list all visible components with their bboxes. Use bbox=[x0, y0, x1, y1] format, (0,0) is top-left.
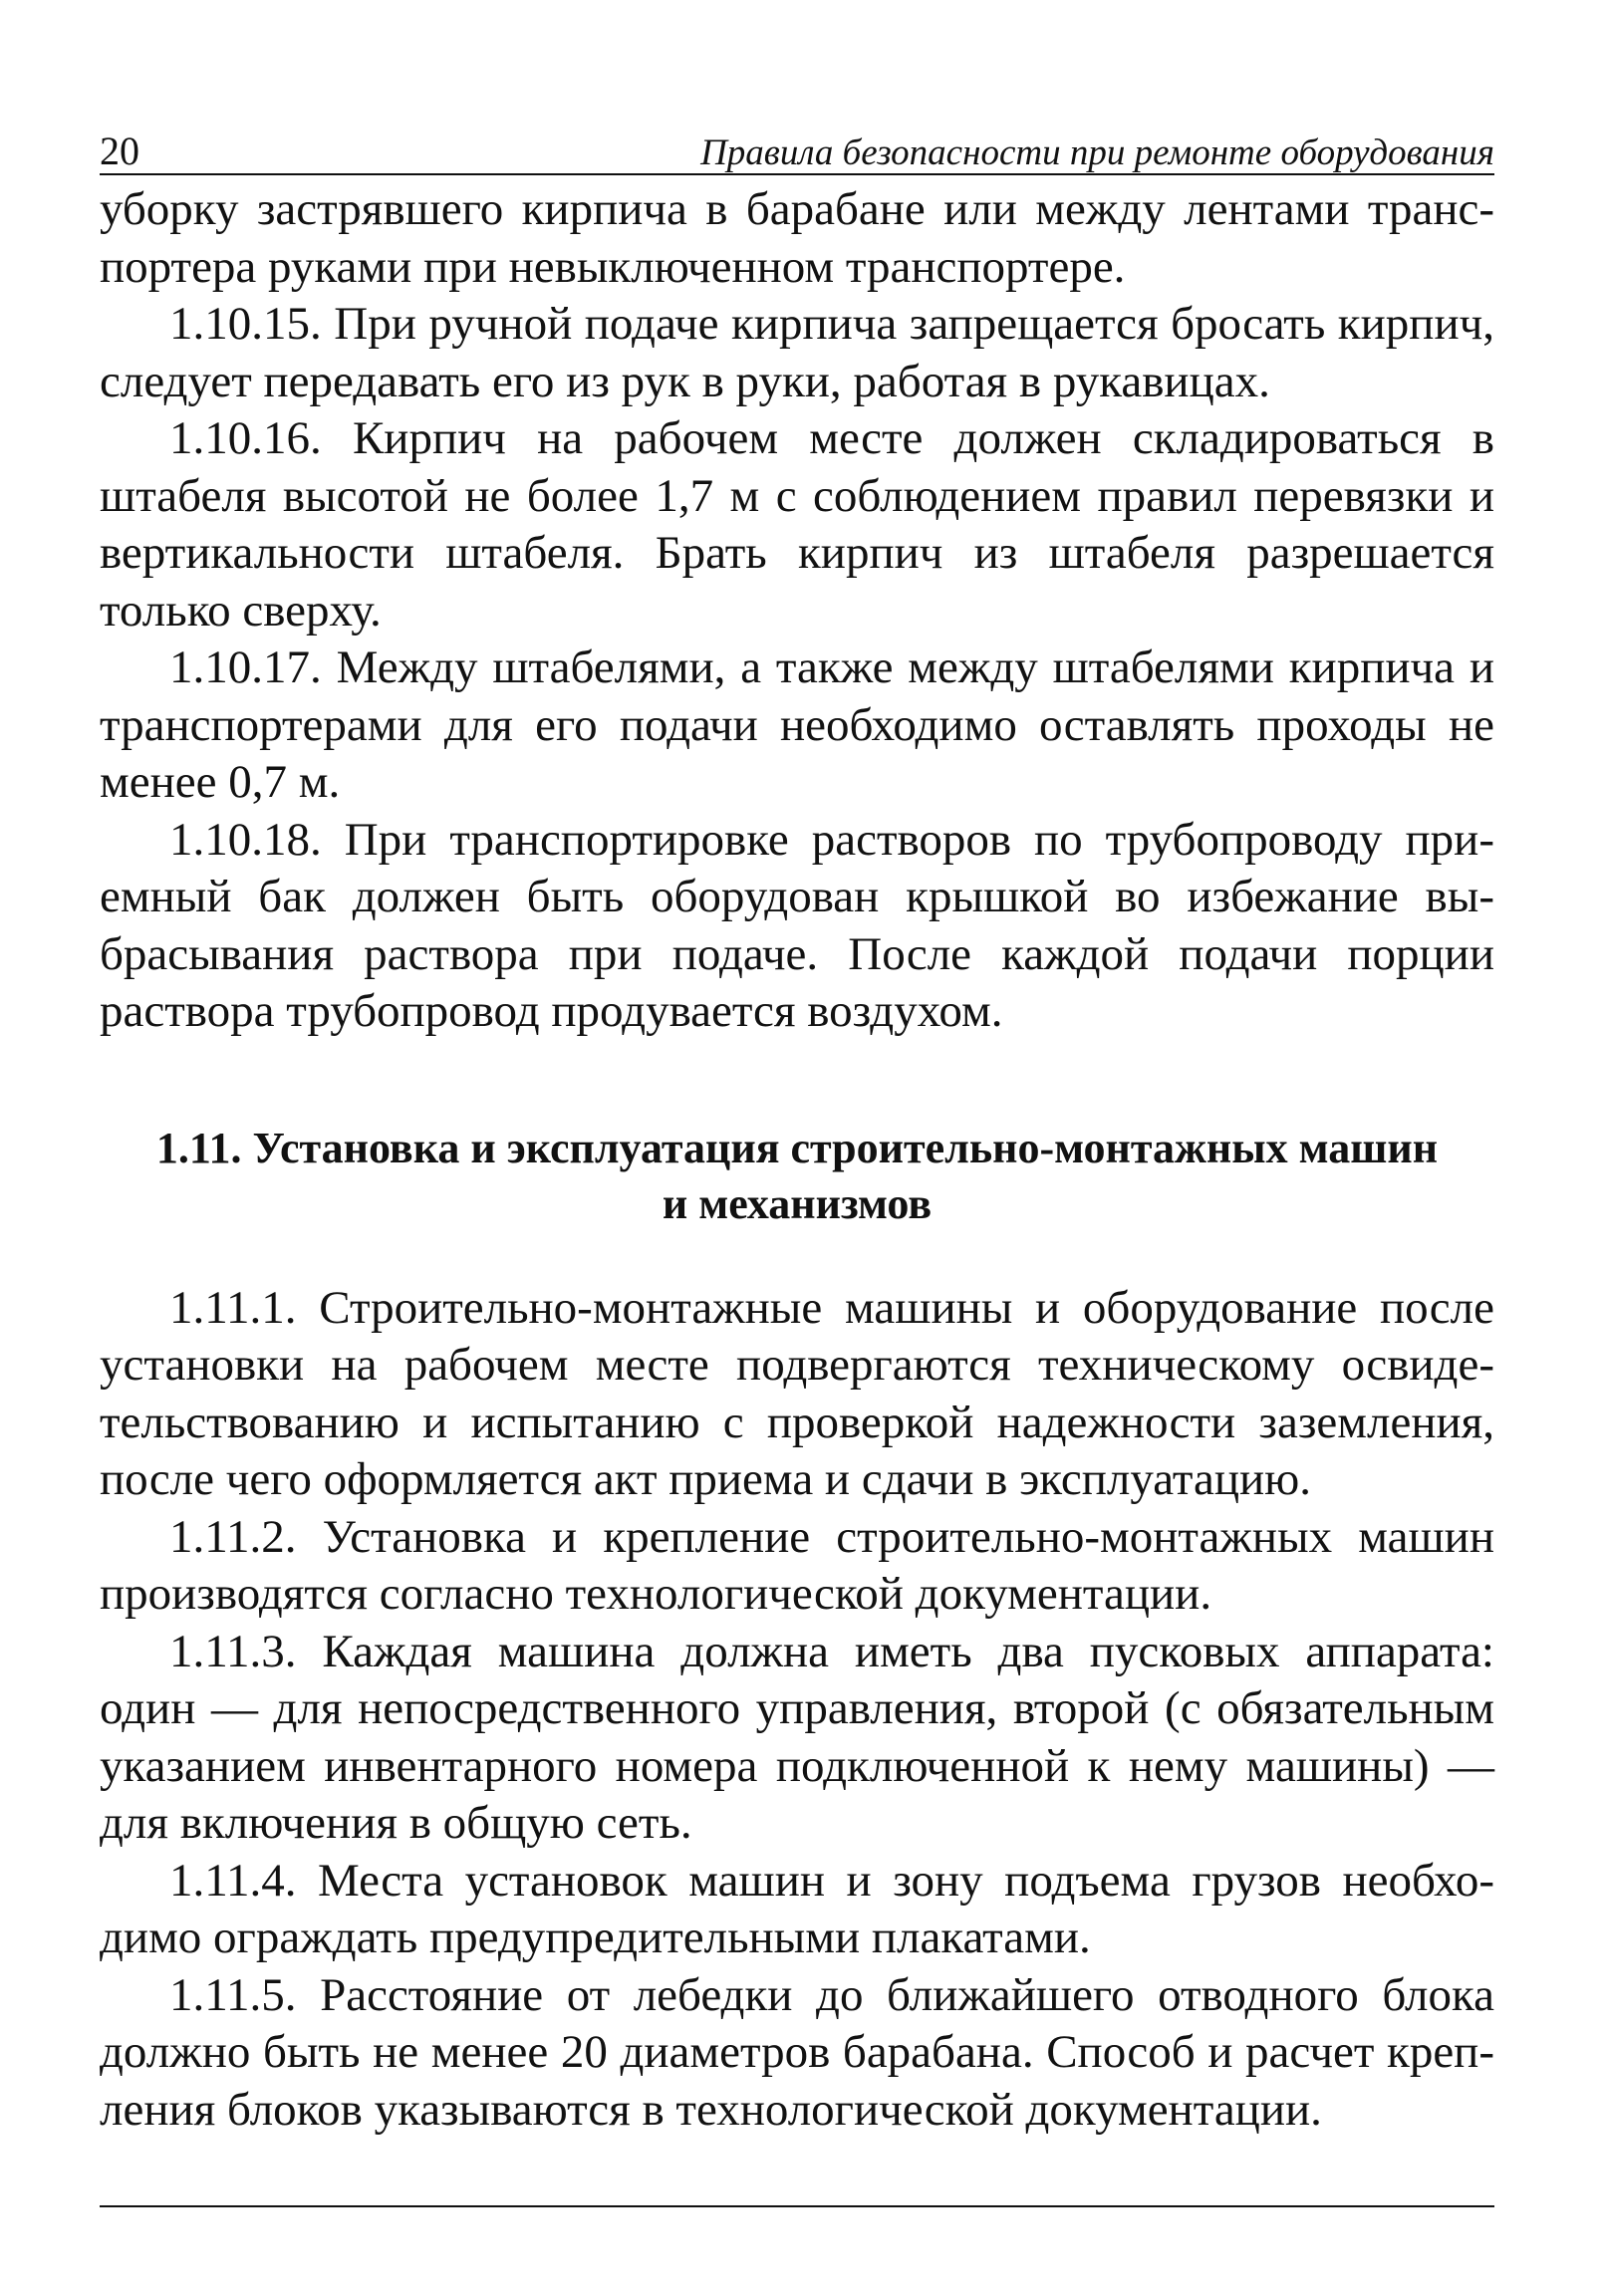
paragraph-1-11-3: 1.11.3. Каждая машина должна иметь два пусковых аппарата: один — для непосредственного управления, второй (с обязательным указанием инвентарного номера подключенной к нему машины) — для включения в общую сеть. bbox=[100, 1625, 1494, 1849]
page-number: 20 bbox=[100, 128, 139, 173]
paragraph-1-10-15: 1.10.15. При ручной подаче кирпича запрещается бросать кирпич, следует передавать его из рук в руки, работая в рукавицах. bbox=[100, 298, 1494, 407]
footer-rule bbox=[100, 2205, 1494, 2207]
section-heading-line-1: 1.11. Установка и эксплуатация строительно-монтажных машин bbox=[155, 1123, 1439, 1172]
paragraph-1-10-18: 1.10.18. При транспортировке растворов по трубопроводу приемный бак должен быть оборудован крышкой во избежание выбрасывания раствора при подаче. После каждой подачи порции раствора трубопровод продувается воздухом. bbox=[100, 813, 1494, 1037]
running-title: Правила безопасности при ремонте оборудования bbox=[700, 132, 1494, 173]
section-heading-line-2: и механизмов bbox=[662, 1178, 933, 1228]
paragraph-1-11-5: 1.11.5. Расстояние от лебедки до ближайшего отводного блока должно быть не менее 20 диаметров барабана. Способ и расчет крепления блоков указываются в технологической документации. bbox=[100, 1968, 1494, 2136]
body-text bbox=[100, 181, 1494, 2139]
paragraph-continuation: уборку застрявшего кирпича в барабане или между лентами транспортера руками при невыключенном транспортере. bbox=[100, 183, 1494, 293]
paragraph-1-10-17: 1.10.17. Между штабелями, а также между штабелями кирпича и транспортерами для его подачи необходимо оставлять проходы не менее 0,7 м. bbox=[100, 641, 1494, 808]
document-page bbox=[100, 120, 1494, 2139]
paragraph-1-11-4: 1.11.4. Места установок машин и зону подъема грузов необходимо ограждать предупредительными плакатами. bbox=[100, 1854, 1494, 1963]
paragraph-1-11-2: 1.11.2. Установка и крепление строительно-монтажных машин производятся согласно технологической документации. bbox=[100, 1510, 1494, 1620]
section-heading bbox=[100, 1121, 1494, 1232]
paragraph-1-10-16: 1.10.16. Кирпич на рабочем месте должен складироваться в штабеля высотой не более 1,7 м с соблюдением правил перевязки и вертикальности штабеля. Брать кирпич из штабеля разрешается только сверху. bbox=[100, 412, 1494, 637]
page-header bbox=[100, 120, 1494, 175]
paragraph-1-11-1: 1.11.1. Строительно-монтажные машины и оборудование после установки на рабочем месте подвергаются техническому освидетельствованию и испытанию с проверкой надежности заземления, после чего оформляется акт приема и сдачи в эксплуатацию. bbox=[100, 1281, 1494, 1505]
